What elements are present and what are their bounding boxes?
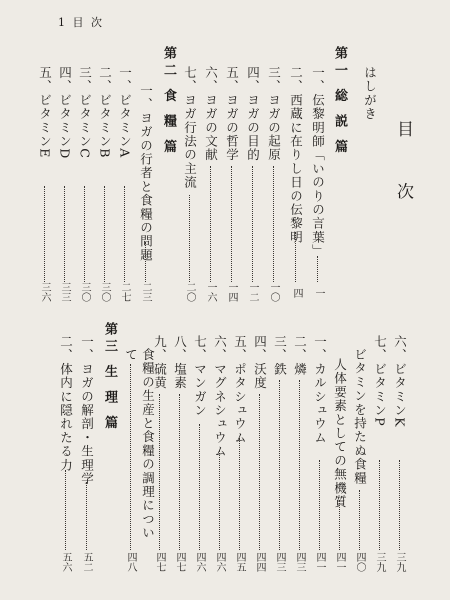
leader-dots	[104, 186, 105, 282]
toc-entry-1-6: 六、ヨガの文献	[203, 66, 219, 162]
toc-entry-1-3: 三、ヨガの起原	[266, 66, 282, 162]
toc-title: 目 次	[393, 120, 413, 220]
leader-dots	[145, 242, 146, 282]
toc-entry-2-16: 七、マンガン	[192, 335, 208, 418]
page-number: 三六	[39, 282, 50, 302]
toc-entry-2-6: 六、ビタミンK	[392, 335, 408, 428]
page-number: 一二	[247, 282, 258, 302]
page-number: 四七	[154, 552, 165, 572]
preface-label: はしがき	[362, 66, 378, 121]
toc-entry-2-19: 食糧の生産と食糧の調理につい	[140, 348, 156, 540]
leader-dots	[219, 450, 220, 550]
toc-entry-1-7: 七、ヨガ行法の主流	[182, 66, 198, 190]
leader-dots	[124, 186, 125, 282]
leader-dots	[159, 394, 160, 550]
leader-dots	[65, 470, 66, 550]
toc-entry-2-18: 九、硫黄	[152, 335, 168, 390]
leader-dots	[231, 166, 232, 282]
toc-entry-2-19-continuation: て	[123, 348, 139, 362]
toc-entry-1-2: 二、西蔵に在りし日の伝黎明	[288, 66, 304, 245]
page-number: 一六	[205, 282, 216, 302]
toc-entry-1-4: 四、ヨガの目的	[245, 66, 261, 162]
toc-entry-2-15: 六、マグネシュウム	[212, 335, 228, 459]
toc-entry-2-17: 八、塩素	[172, 335, 188, 390]
toc-entry-2-3: 三、ビタミンC	[77, 66, 93, 159]
page-number: 三九	[394, 552, 405, 572]
page-number: 二〇	[184, 282, 195, 302]
toc-entry-3-1: 一、ヨガの解剖・生理学	[79, 335, 95, 486]
leader-dots	[199, 424, 200, 550]
page-number: 三〇	[99, 282, 110, 302]
leader-dots	[273, 166, 274, 282]
toc-entry-3-2: 二、体内に隠れたる力	[58, 335, 74, 472]
leader-dots	[259, 394, 260, 550]
toc-entry-2-0: 一、ヨガの行者と食糧の問題	[138, 84, 154, 263]
toc-entry-2-1: 一、ビタミンA	[117, 66, 133, 159]
leader-dots	[317, 256, 318, 282]
page-number: 四三	[274, 552, 285, 572]
toc-entry-2-2: 二、ビタミンB	[97, 66, 113, 159]
page-number: 二七	[119, 282, 130, 302]
leader-dots	[279, 380, 280, 550]
toc-entry-2-11: 二、燐	[292, 335, 308, 377]
toc-entry-2-5: 五、ビタミンE	[37, 66, 53, 159]
page-number: 四	[291, 288, 302, 298]
toc-entry-2-4: 四、ビタミンD	[57, 66, 73, 160]
page-number: 一四	[226, 282, 237, 302]
leader-dots	[379, 460, 380, 550]
page-number: 二三	[140, 282, 151, 302]
leader-dots	[84, 186, 85, 282]
page-number: 一〇	[268, 282, 279, 302]
page-number: 三九	[374, 552, 385, 572]
leader-dots	[252, 166, 253, 282]
page-number: 四七	[174, 552, 185, 572]
leader-dots	[299, 380, 300, 550]
page-number: 一	[313, 288, 324, 298]
part2-heading: 第二 食 糧 篇	[161, 46, 176, 157]
page-number: 三〇	[79, 282, 90, 302]
page-number: 五六	[60, 552, 71, 572]
page-number: 四〇	[354, 552, 365, 572]
page-number: 四五	[234, 552, 245, 572]
leader-dots	[130, 364, 131, 550]
leader-dots	[239, 438, 240, 550]
page-number: 四六	[214, 552, 225, 572]
part3-heading: 第三 生 理 篇	[102, 322, 117, 433]
leader-dots	[319, 460, 320, 550]
leader-dots	[399, 460, 400, 550]
leader-dots	[359, 490, 360, 550]
running-head: 1 目 次	[58, 16, 104, 29]
leader-dots	[44, 186, 45, 282]
toc-entry-2-8: ビタミンを持たぬ食糧	[352, 348, 368, 485]
leader-dots	[64, 186, 65, 282]
page-number: 四三	[294, 552, 305, 572]
leader-dots	[179, 394, 180, 550]
leader-dots	[86, 482, 87, 550]
part1-heading: 第一 総 説 篇	[332, 46, 347, 157]
toc-entry-2-10: 一、カルシュウム	[312, 335, 328, 445]
page-number: 四四	[254, 552, 265, 572]
leader-dots	[189, 195, 190, 282]
leader-dots	[339, 500, 340, 550]
toc-entry-2-13: 四、沃度	[252, 335, 268, 390]
toc-entry-1-5: 五、ヨガの哲学	[224, 66, 240, 162]
page-number: 四六	[194, 552, 205, 572]
toc-entry-2-9: 人体要素としての無機質	[332, 358, 348, 509]
page-number: 四八	[125, 552, 136, 572]
page-number: 四一	[314, 552, 325, 572]
leader-dots	[295, 232, 296, 282]
page-number: 三三	[59, 282, 70, 302]
toc-entry-1-1: 一、伝黎明師「いのりの言葉」	[310, 66, 326, 258]
page-number: 五二	[81, 552, 92, 572]
toc-entry-2-12: 三、鉄	[272, 335, 288, 377]
page-number: 四一	[334, 552, 345, 572]
leader-dots	[210, 166, 211, 282]
toc-entry-2-14: 五、ポタシュウム	[232, 335, 248, 445]
toc-entry-2-7: 七、ビタミンP	[372, 335, 388, 427]
